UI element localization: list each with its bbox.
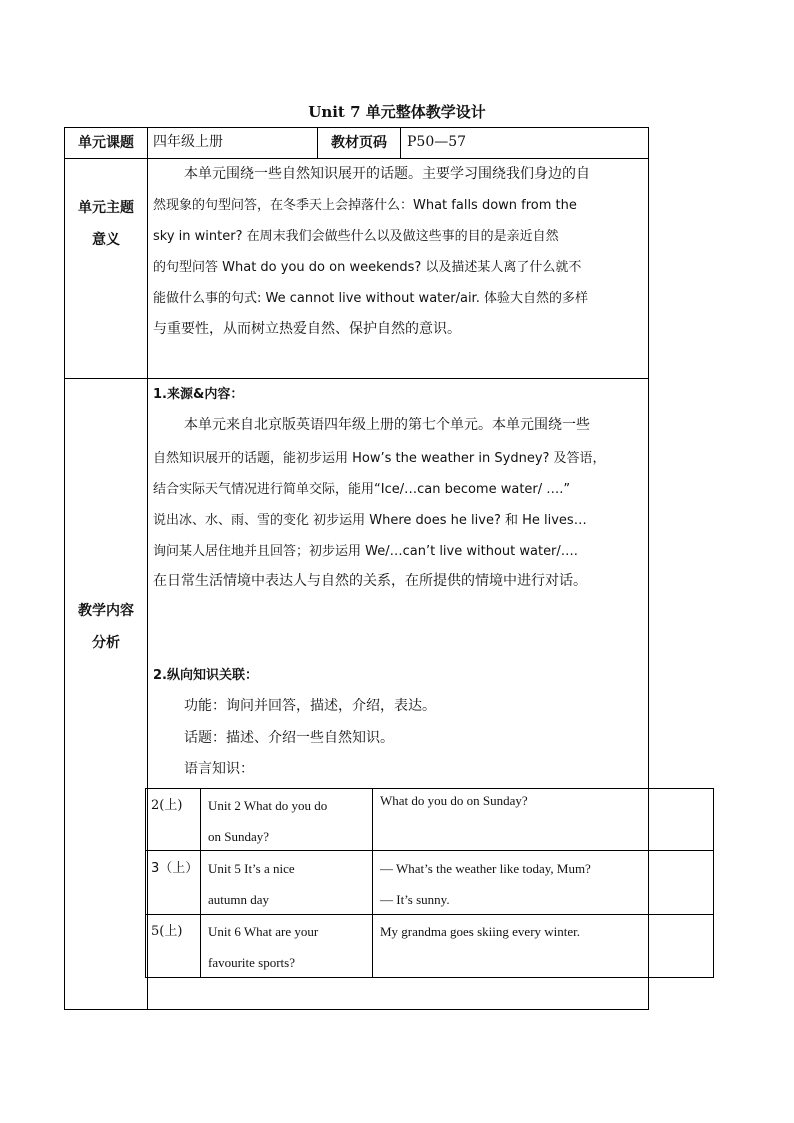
source-line-6: 在日常生活情境中表达人与自然的关系，在所提供的情境中进行对话。 [153, 573, 587, 589]
section-heading-source: 1.来源&内容： [153, 387, 244, 402]
table-row-3-text-line1: My grandma goes skiing every winter. [380, 924, 581, 939]
table-row-1-unit-line2: on Sunday? [208, 829, 270, 844]
table-row-3-grade: 5(上) [151, 924, 183, 939]
table-border-left [64, 127, 65, 1010]
unit-topic-value: 四年级上册 [153, 134, 223, 150]
label-column-divider [147, 127, 148, 1010]
theme-line-3: sky in winter? 在周末我们会做些什么以及做这些事的目的是亲近自然 [153, 229, 559, 244]
table-row-1-grade: 2(上) [151, 798, 183, 813]
table-row-2-text-line1: — What’s the weather like today, Mum? [380, 861, 591, 876]
theme-label-line2: 意义 [92, 232, 120, 248]
page-title: Unit 7 单元整体教学设计 [308, 103, 486, 121]
analysis-label-line1: 教学内容 [78, 603, 134, 619]
row1-divider-b [400, 127, 401, 158]
inner-table-right [713, 788, 714, 978]
theme-line-4: 的句型问答 What do you do on weekends? 以及描述某人离了什么就不 [153, 260, 582, 275]
row-divider-2 [64, 378, 649, 379]
source-line-4: 说出冰、水、雨、雪的变化 初步运用 Where does he live? 和 He lives… [153, 513, 587, 528]
theme-line-5: 能做什么事的句式: We cannot live without water/air. 体验大自然的多样 [153, 291, 588, 306]
source-line-2: 自然知识展开的话题，能初步运用 How’s the weather in Sydney? 及答语， [153, 451, 606, 466]
page-range-label: 教材页码 [331, 135, 387, 151]
knowledge-item-topic: 话题：描述、介绍一些自然知识。 [184, 730, 394, 746]
unit-topic-label: 单元课题 [78, 135, 134, 151]
inner-table-left [145, 788, 146, 978]
table-row-2-grade: 3（上） [151, 861, 199, 876]
source-line-5: 询问某人居住地并且回答；初步运用 We/…can’t live without water/…. [153, 544, 578, 559]
inner-table-col-1 [200, 788, 201, 978]
table-row-2-text-line2: — It’s sunny. [380, 892, 450, 907]
table-border-bottom [64, 1009, 649, 1010]
section-heading-knowledge: 2.纵向知识关联： [153, 668, 258, 683]
table-row-3-unit-line2: favourite sports? [208, 955, 296, 970]
theme-line-6: 与重要性，从而树立热爱自然、保护自然的意识。 [153, 321, 461, 337]
inner-table-col-3 [648, 788, 649, 978]
knowledge-item-language: 语言知识： [184, 761, 254, 777]
source-line-1: 本单元来自北京版英语四年级上册的第七个单元。本单元围绕一些 [184, 417, 590, 433]
source-line-3: 结合实际天气情况进行简单交际，能用“Ice/…can become water/ ….” [153, 482, 571, 497]
theme-label-line1: 单元主题 [78, 200, 134, 216]
analysis-label-line2: 分析 [92, 635, 120, 651]
table-row-2-unit-line1: Unit 5 It’s a nice [208, 861, 295, 876]
table-row-1-unit-line1: Unit 2 What do you do [208, 798, 328, 813]
theme-line-2: 然现象的句型问答，在冬季天上会掉落什么：What falls down from the [153, 198, 577, 213]
page-range-value: P50—57 [407, 134, 467, 150]
knowledge-item-function: 功能：询问并回答，描述，介绍，表达。 [184, 698, 436, 714]
table-row-2-unit-line2: autumn day [208, 892, 270, 907]
theme-line-1: 本单元围绕一些自然知识展开的话题。主要学习围绕我们身边的自 [184, 166, 590, 182]
table-row-1-text-line1: What do you do on Sunday? [380, 793, 528, 808]
inner-table-col-2 [372, 788, 373, 978]
table-row-3-unit-line1: Unit 6 What are your [208, 924, 319, 939]
